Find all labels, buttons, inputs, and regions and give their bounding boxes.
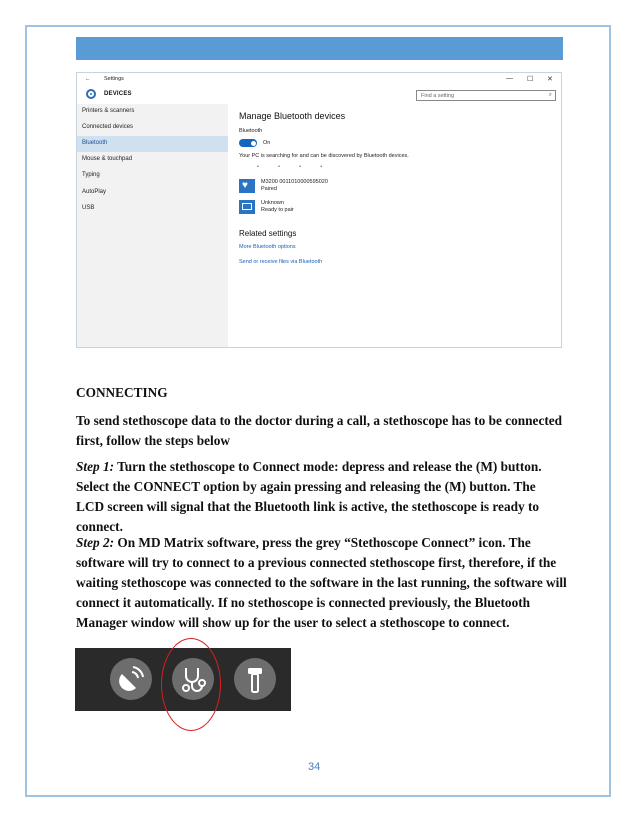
window-title: Settings — [104, 76, 124, 82]
gear-icon — [86, 89, 96, 99]
reflex-hammer-icon[interactable] — [234, 658, 276, 700]
search-icon: ⌕ — [548, 92, 552, 98]
sidebar-item-bluetooth[interactable] — [77, 136, 228, 152]
sidebar-item-label: AutoPlay — [82, 189, 107, 195]
page-number: 34 — [308, 761, 321, 773]
search-placeholder: Find a setting — [421, 93, 455, 99]
step-2-label: Step 2: — [76, 535, 115, 550]
sidebar-item-typing[interactable] — [77, 168, 228, 184]
minimize-button[interactable]: — — [506, 75, 513, 82]
maximize-button[interactable]: ☐ — [527, 76, 534, 83]
settings-header — [77, 86, 561, 104]
header-band — [76, 37, 563, 60]
related-settings-heading: Related settings — [239, 229, 297, 238]
find-setting-search-input[interactable] — [416, 90, 556, 101]
toggle-state-label: On — [263, 140, 271, 146]
step-1-paragraph — [76, 457, 566, 537]
sidebar-item-mouse-touchpad[interactable] — [77, 152, 228, 168]
more-bluetooth-options-link[interactable]: More Bluetooth options — [239, 244, 296, 250]
wireless-signal-icon[interactable] — [110, 658, 152, 700]
computer-icon — [239, 200, 255, 214]
bluetooth-settings-screenshot — [76, 72, 562, 348]
sidebar-item-printers-scanners[interactable] — [77, 104, 228, 120]
sidebar-item-autoplay[interactable] — [77, 185, 228, 201]
device-name[interactable]: Unknown — [261, 200, 284, 206]
intro-paragraph: To send stethoscope data to the doctor during a call, a stethoscope has to be connected first, follow the steps below — [76, 413, 563, 448]
sidebar-item-label: Bluetooth — [82, 140, 108, 146]
bluetooth-label: Bluetooth — [239, 128, 263, 134]
sidebar-item-label: Typing — [82, 172, 100, 178]
bluetooth-toggle[interactable] — [239, 139, 257, 147]
heart-icon — [239, 179, 255, 193]
section-heading: CONNECTING — [76, 385, 168, 400]
send-receive-files-link[interactable]: Send or receive files via Bluetooth — [239, 259, 323, 265]
bluetooth-content-pane — [239, 104, 561, 347]
searching-status-text: Your PC is searching for and can be discovered by Bluetooth devices. — [239, 153, 409, 159]
device-name[interactable]: M3200 0011010000595020 — [261, 179, 328, 185]
step-2-text: On MD Matrix software, press the grey “Stethoscope Connect” icon. The software will try to connect to a previous connected stethoscope first, therefore, if the waiting stethoscope was connected to the software in the last running, the software will connect it automatically. If no stethoscope is connected previously, the Bluetooth Manager window will show up for the user to select a stethoscope to connect. — [76, 535, 567, 630]
step-1-label: Step 1: — [76, 459, 115, 474]
device-status: Ready to pair — [261, 207, 294, 213]
searching-progress-dots: • • • • — [257, 164, 332, 170]
back-arrow-icon[interactable]: ← — [85, 76, 91, 82]
window-titlebar — [77, 73, 561, 86]
sidebar-item-connected-devices[interactable] — [77, 120, 228, 136]
step-2-paragraph — [76, 533, 576, 633]
device-status: Paired — [261, 186, 277, 192]
sidebar-item-label: USB — [82, 205, 95, 211]
sidebar-item-label: Printers & scanners — [82, 108, 135, 114]
sidebar-item-label: Mouse & touchpad — [82, 156, 133, 162]
close-button[interactable]: ✕ — [547, 76, 553, 83]
sidebar-item-label: Connected devices — [82, 124, 134, 130]
highlight-circle — [161, 638, 221, 731]
step-1-text: Turn the stethoscope to Connect mode: depress and release the (M) button. Select the CONNECT option by again pressing and releasing the (M) button. The LCD screen will signal that the Bluetooth link is active, the stethoscope is ready to connect. — [76, 459, 542, 534]
sidebar-item-usb[interactable] — [77, 201, 228, 217]
devices-heading: DEVICES — [104, 91, 132, 97]
manage-bluetooth-heading: Manage Bluetooth devices — [239, 111, 346, 121]
settings-sidebar — [77, 104, 228, 347]
